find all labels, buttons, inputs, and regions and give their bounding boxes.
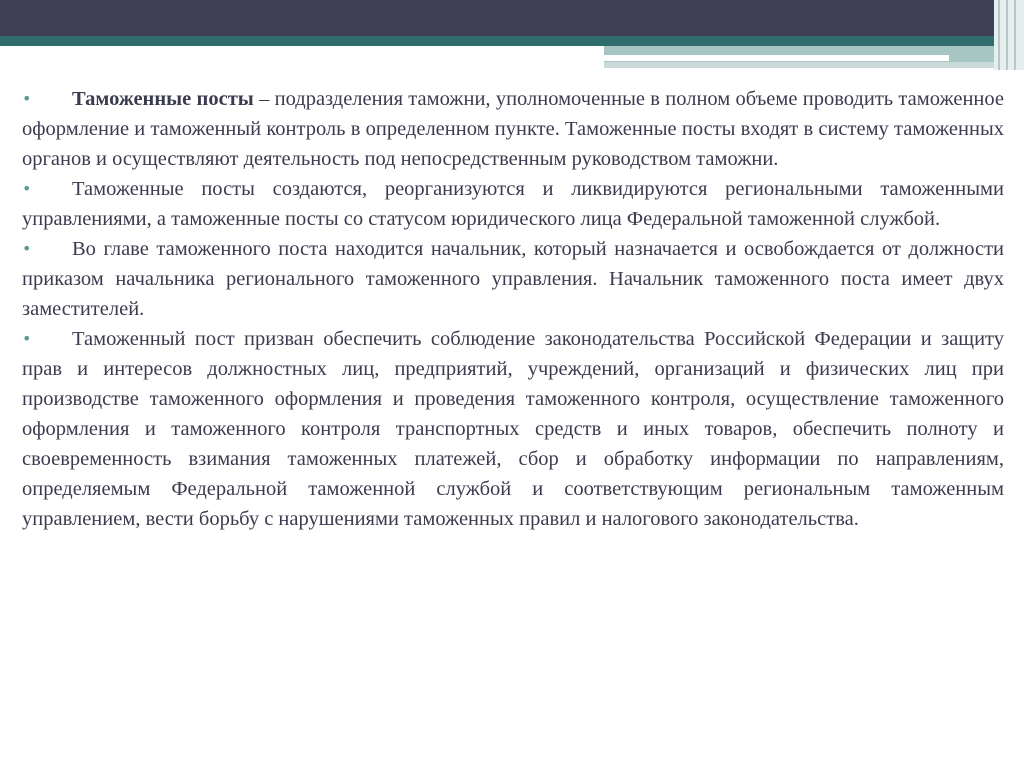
bullet-paragraph	[22, 234, 1004, 324]
bullet-icon: •	[22, 89, 32, 108]
paragraph-text: Во главе таможенного поста находится начальник, который назначается и освобождается от должности приказом начальника регионального таможенного управления. Начальник таможенного поста имеет двух заместителей.	[22, 238, 1004, 320]
header-teal-band	[0, 36, 1024, 46]
header-white-step	[604, 55, 949, 61]
paragraph-text: Таможенные посты создаются, реорганизуются и ликвидируются региональными таможенными управлениями, а таможенные посты со статусом юридического лица Федеральной таможенной службой.	[22, 178, 1004, 230]
header-white-bar	[0, 46, 604, 68]
header-right-line	[1014, 0, 1016, 70]
paragraph-text: Таможенный пост призван обеспечить соблюдение законодательства Российской Федерации и защиту прав и интересов должностных лиц, предприятий, учреждений, организаций и физических лиц при производстве таможенного оформления и проведения таможенного контроля, осуществление таможенного оформления и таможенного контроля транспортных средств и иных товаров, обеспечить полноту и своевременность взимания таможенных платежей, сбор и обработку информации по направлениям, определяемым Федеральной таможенной службой и соответствующим региональным таможенным управлением, вести борьбу с нарушениями таможенных правил и налогового законодательства.	[22, 328, 1004, 530]
bullet-icon: •	[22, 179, 32, 198]
bullet-paragraph	[22, 324, 1004, 534]
paragraph-term: Таможенные посты	[72, 88, 254, 110]
bullet-paragraph	[22, 84, 1004, 174]
header-right-line	[998, 0, 1000, 70]
paragraph-text: – подразделения таможни, уполномоченные в полном объеме проводить таможенное оформление и таможенный контроль в определенном пункте. Таможенные посты входят в систему таможенных органов и осуществляют деятельность под непосредственным руководством таможни.	[22, 88, 1004, 170]
bullet-icon: •	[22, 239, 32, 258]
header-mint-underline	[604, 62, 994, 68]
bullet-paragraph	[22, 174, 1004, 234]
header-dark-band	[0, 0, 1024, 36]
slide-body	[22, 84, 1004, 534]
bullet-icon: •	[22, 329, 32, 348]
header-right-line	[1006, 0, 1008, 70]
